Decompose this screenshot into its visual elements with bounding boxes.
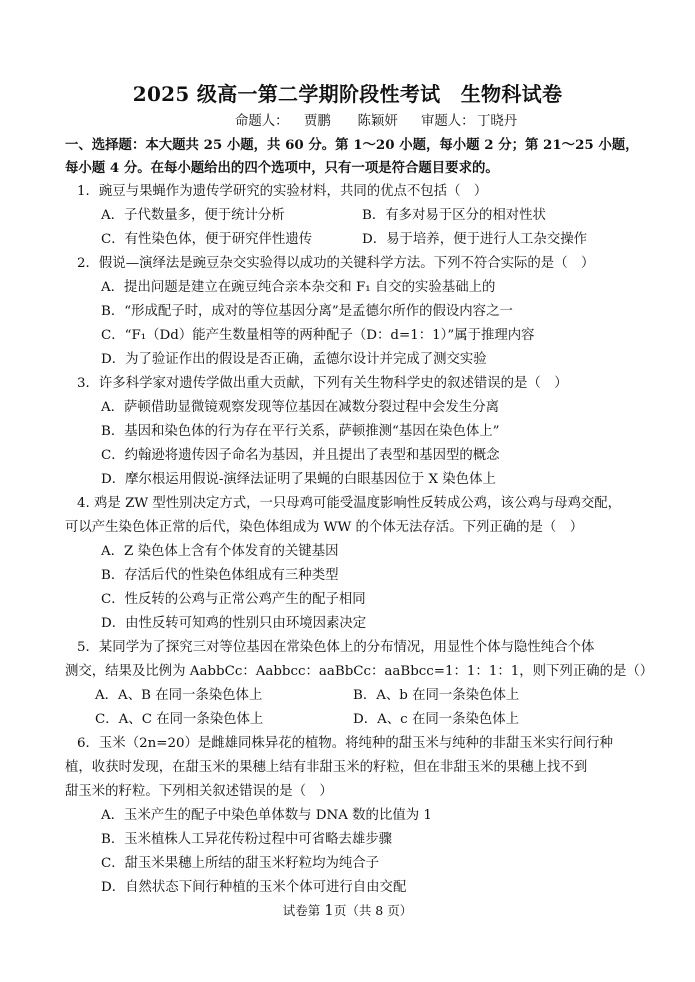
option-c: C．约翰逊将遗传因子命名为基因，并且提出了表型和基因型的概念 xyxy=(101,448,500,463)
option-d: D．自然状态下间行种植的玉米个体可进行自由交配 xyxy=(101,880,407,895)
option-b: B．玉米植株人工异花传粉过程中可省略去雄步骤 xyxy=(101,832,393,847)
section-heading-cont: 每小题 4 分。在每小题给出的四个选项中，只有一项是符合题目要求的。 xyxy=(65,160,499,176)
option-a: A．Z 染色体上含有个体发育的关键基因 xyxy=(101,544,339,559)
option-d: D．易于培养，便于进行人工杂交操作 xyxy=(362,232,587,247)
reviewer-name: 丁晓丹 xyxy=(477,114,518,129)
question-stem-cont: 甜玉米的籽粒。下列相关叙述错误的是（ ） xyxy=(65,784,333,799)
option-c: C．“F₁（Dd）能产生数量相等的两种配子（D：d=1：1）”属于推理内容 xyxy=(101,328,535,343)
option-a: A．玉米产生的配子中染色单体数与 DNA 数的比值为 1 xyxy=(101,808,432,823)
setter-label: 命题人： xyxy=(235,114,289,129)
question-stem-cont: 植，收获时发现，在甜玉米的果穗上结有非甜玉米的籽粒，但在非甜玉米的果穗上找不到 xyxy=(65,760,588,775)
reviewer-label: 审题人： xyxy=(421,114,475,129)
question-stem: 5．某同学为了探究三对等位基因在常染色体上的分布情况，用显性个体与隐性纯合个体 xyxy=(77,640,595,655)
option-b: B．基因和染色体的行为存在平行关系，萨顿推测“基因在染色体上” xyxy=(101,424,500,439)
option-d: D．为了验证作出的假设是否正确，孟德尔设计并完成了测交实验 xyxy=(101,352,487,367)
page-footer xyxy=(0,901,695,919)
page-title: 2025 级高一第二学期阶段性考试 生物科试卷 xyxy=(132,82,563,106)
option-c: C．性反转的公鸡与正常公鸡产生的配子相同 xyxy=(101,592,366,607)
option-b: B．存活后代的性染色体组成有三种类型 xyxy=(101,568,339,583)
option-b: B．“形成配子时，成对的等位基因分离”是孟德尔所作的假设内容之一 xyxy=(101,304,513,319)
question-stem-cont: 测交，结果及比例为 AabbCc：Aabbcc：aaBbCc：aaBbcc=1：1：1：1，则下列正确的是（） xyxy=(65,664,654,679)
option-a: A．萨顿借助显微镜观察发现等位基因在减数分裂过程中会发生分离 xyxy=(101,400,499,415)
option-a: A．子代数量多，便于统计分析 xyxy=(101,208,285,223)
option-d: D．摩尔根运用假说-演绎法证明了果蝇的白眼基因位于 X 染色体上 xyxy=(101,472,496,487)
option-c: C．甜玉米果穗上所结的甜玉米籽粒均为纯合子 xyxy=(101,856,380,871)
setter-names: 贾鹏 陈颖妍 xyxy=(304,114,398,129)
section-heading: 一、选择题：本大题共 25 小题，共 60 分。第 1～20 小题，每小题 2 分；第 21～25 小题， xyxy=(65,137,639,153)
question-stem: 4. 鸡是 ZW 型性别决定方式，一只母鸡可能受温度影响性反转成公鸡，该公鸡与母鸡交配， xyxy=(77,496,622,511)
option-a: A．A、B 在同一条染色体上 xyxy=(95,688,263,703)
question-stem-cont: 可以产生染色体正常的后代，染色体组成为 WW 的个体无法存活。下列正确的是（ ） xyxy=(65,520,584,535)
option-c: C．有性染色体，便于研究伴性遗传 xyxy=(101,232,313,247)
question-stem: 6．玉米（2n=20）是雌雄同株异花的植物。将纯种的甜玉米与纯种的非甜玉米实行间行种 xyxy=(77,736,613,751)
option-d: D．A、c 在同一条染色体上 xyxy=(353,712,520,727)
option-b: B．A、b 在同一条染色体上 xyxy=(353,688,520,703)
footer-prefix: 试卷第 xyxy=(282,903,325,918)
question-stem: 1．豌豆与果蝇作为遗传学研究的实验材料，共同的优点不包括（ ） xyxy=(77,184,488,199)
option-c: C．A、C 在同一条染色体上 xyxy=(95,712,264,727)
footer-suffix: 页（共 8 页） xyxy=(333,903,413,918)
option-a: A．提出问题是建立在豌豆纯合亲本杂交和 F₁ 自交的实验基础上的 xyxy=(101,280,496,295)
question-stem: 3．许多科学家对遗传学做出重大贡献，下列有关生物科学史的叙述错误的是（ ） xyxy=(77,376,568,391)
option-b: B．有多对易于区分的相对性状 xyxy=(362,208,546,223)
page-number: 1 xyxy=(324,901,334,919)
question-stem: 2．假说—演绎法是豌豆杂交实验得以成功的关键科学方法。下列不符合实际的是（ ） xyxy=(77,256,595,271)
option-d: D．由性反转可知鸡的性别只由环境因素决定 xyxy=(101,616,367,631)
